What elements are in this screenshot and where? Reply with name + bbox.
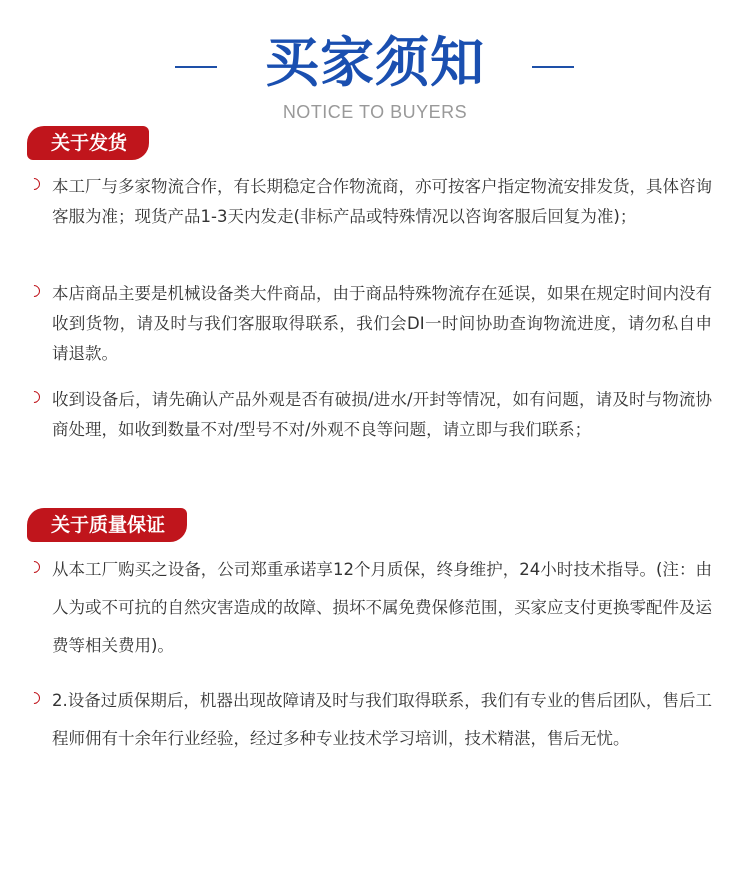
title-decoration-right bbox=[532, 66, 574, 68]
section-badge-quality: 关于质量保证 bbox=[27, 508, 187, 542]
section-badge-shipping: 关于发货 bbox=[27, 126, 149, 160]
page-subtitle: NOTICE TO BUYERS bbox=[282, 102, 468, 122]
title-row bbox=[0, 28, 750, 98]
notice-header bbox=[0, 28, 750, 138]
arc-bullet-icon bbox=[26, 690, 43, 707]
item-text: 本店商品主要是机械设备类大件商品，由于商品特殊物流存在延误，如果在规定时间内没有收到货物，请及时与我们客服取得联系，我们会DI一时间协助查询物流进度，请勿私自申请退款。 bbox=[52, 284, 712, 363]
item-text: 2.设备过质保期后，机器出现故障请及时与我们取得联系，我们有专业的售后团队，售后工程师佣有十余年行业经验，经过多种专业技术学习培训，技术精湛，售后无忧。 bbox=[52, 691, 712, 748]
page-title: 买家须知 bbox=[265, 31, 485, 94]
item-text: 本工厂与多家物流合作，有长期稳定合作物流商，亦可按客户指定物流安排发货，具体咨询客服为准；现货产品1-3天内发走(非标产品或特殊情况以咨询客服后回复为准)； bbox=[52, 177, 712, 226]
arc-bullet-icon bbox=[26, 389, 43, 406]
item-text: 收到设备后，请先确认产品外观是否有破损/进水/开封等情况，如有问题，请及时与物流协商处理，如收到数量不对/型号不对/外观不良等问题，请立即与我们联系； bbox=[52, 390, 712, 439]
arc-bullet-icon bbox=[26, 176, 43, 193]
arc-bullet-icon bbox=[26, 559, 43, 576]
arc-bullet-icon bbox=[26, 283, 43, 300]
item-text: 从本工厂购买之设备，公司郑重承诺享12个月质保，终身维护，24小时技术指导。(注：由人为或不可抗的自然灾害造成的故障、损坏不属免费保修范围，买家应支付更换零配件及运费等相关费用)。 bbox=[52, 560, 712, 655]
